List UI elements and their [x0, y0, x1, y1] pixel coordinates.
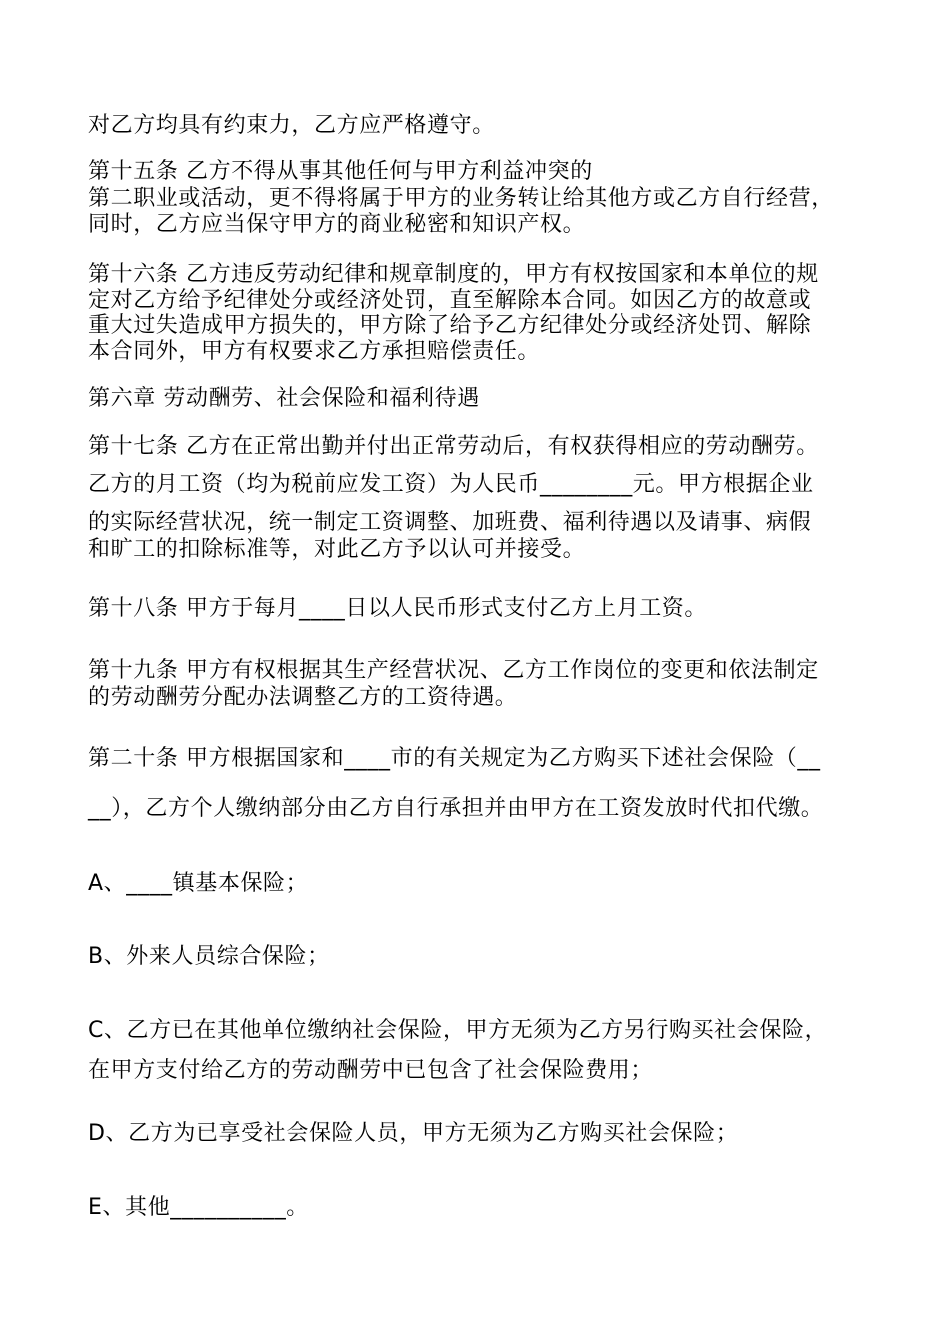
- article-19-line-1: 第十九条 甲方有权根据其生产经营状况、乙方工作岗位的变更和依法制定: [88, 658, 819, 683]
- article-19-line-2: 的劳动酬劳分配办法调整乙方的工资待遇。: [88, 685, 518, 710]
- article-16-line-3: 重大过失造成甲方损失的，甲方除了给予乙方纪律处分或经济处罚、解除: [88, 313, 812, 338]
- option-e: E、其他__________。: [88, 1195, 309, 1220]
- option-a: A、____镇基本保险；: [88, 871, 309, 896]
- article-17-line-3: 的实际经营状况，统一制定工资调整、加班费、福利待遇以及请事、病假: [88, 510, 812, 535]
- option-d: D、乙方为已享受社会保险人员，甲方无须为乙方购买社会保险；: [88, 1121, 739, 1146]
- article-16-line-2: 定对乙方给予纪律处分或经济处罚，直至解除本合同。如因乙方的故意或: [88, 288, 812, 313]
- article-15-line-1: 第十五条 乙方不得从事其他任何与甲方利益冲突的: [88, 159, 593, 184]
- article-18: 第十八条 甲方于每月____日以人民币形式支付乙方上月工资。: [88, 596, 707, 621]
- text-line: 对乙方均具有约束力，乙方应严格遵守。: [88, 113, 495, 138]
- article-15-line-2: 第二职业或活动，更不得将属于甲方的业务转让给其他方或乙方自行经营，: [88, 186, 834, 211]
- option-c-line-2: 在甲方支付给乙方的劳动酬劳中已包含了社会保险费用；: [88, 1058, 654, 1083]
- chapter-heading: 第六章 劳动酬劳、社会保险和福利待遇: [88, 386, 480, 411]
- article-20-line-1: 第二十条 甲方根据国家和____市的有关规定为乙方购买下述社会保险（__: [88, 746, 821, 771]
- article-16-line-1: 第十六条 乙方违反劳动纪律和规章制度的，甲方有权按国家和本单位的规: [88, 262, 819, 287]
- article-17-line-1: 第十七条 乙方在正常出勤并付出正常劳动后，有权获得相应的劳动酬劳。: [88, 434, 819, 459]
- option-c-line-1: C、乙方已在其他单位缴纳社会保险，甲方无须为乙方另行购买社会保险，: [88, 1018, 828, 1043]
- article-16-line-4: 本合同外，甲方有权要求乙方承担赔偿责任。: [88, 339, 541, 364]
- option-b: B、外来人员综合保险；: [88, 944, 330, 969]
- article-15-line-3: 同时，乙方应当保守甲方的商业秘密和知识产权。: [88, 212, 586, 237]
- article-17-line-2: 乙方的月工资（均为税前应发工资）为人民币________元。甲方根据企业: [88, 472, 814, 497]
- article-20-line-2: __），乙方个人缴纳部分由乙方自行承担并由甲方在工资发放时代扣代缴。: [88, 796, 824, 821]
- article-17-line-4: 和旷工的扣除标准等，对此乙方予以认可并接受。: [88, 537, 586, 562]
